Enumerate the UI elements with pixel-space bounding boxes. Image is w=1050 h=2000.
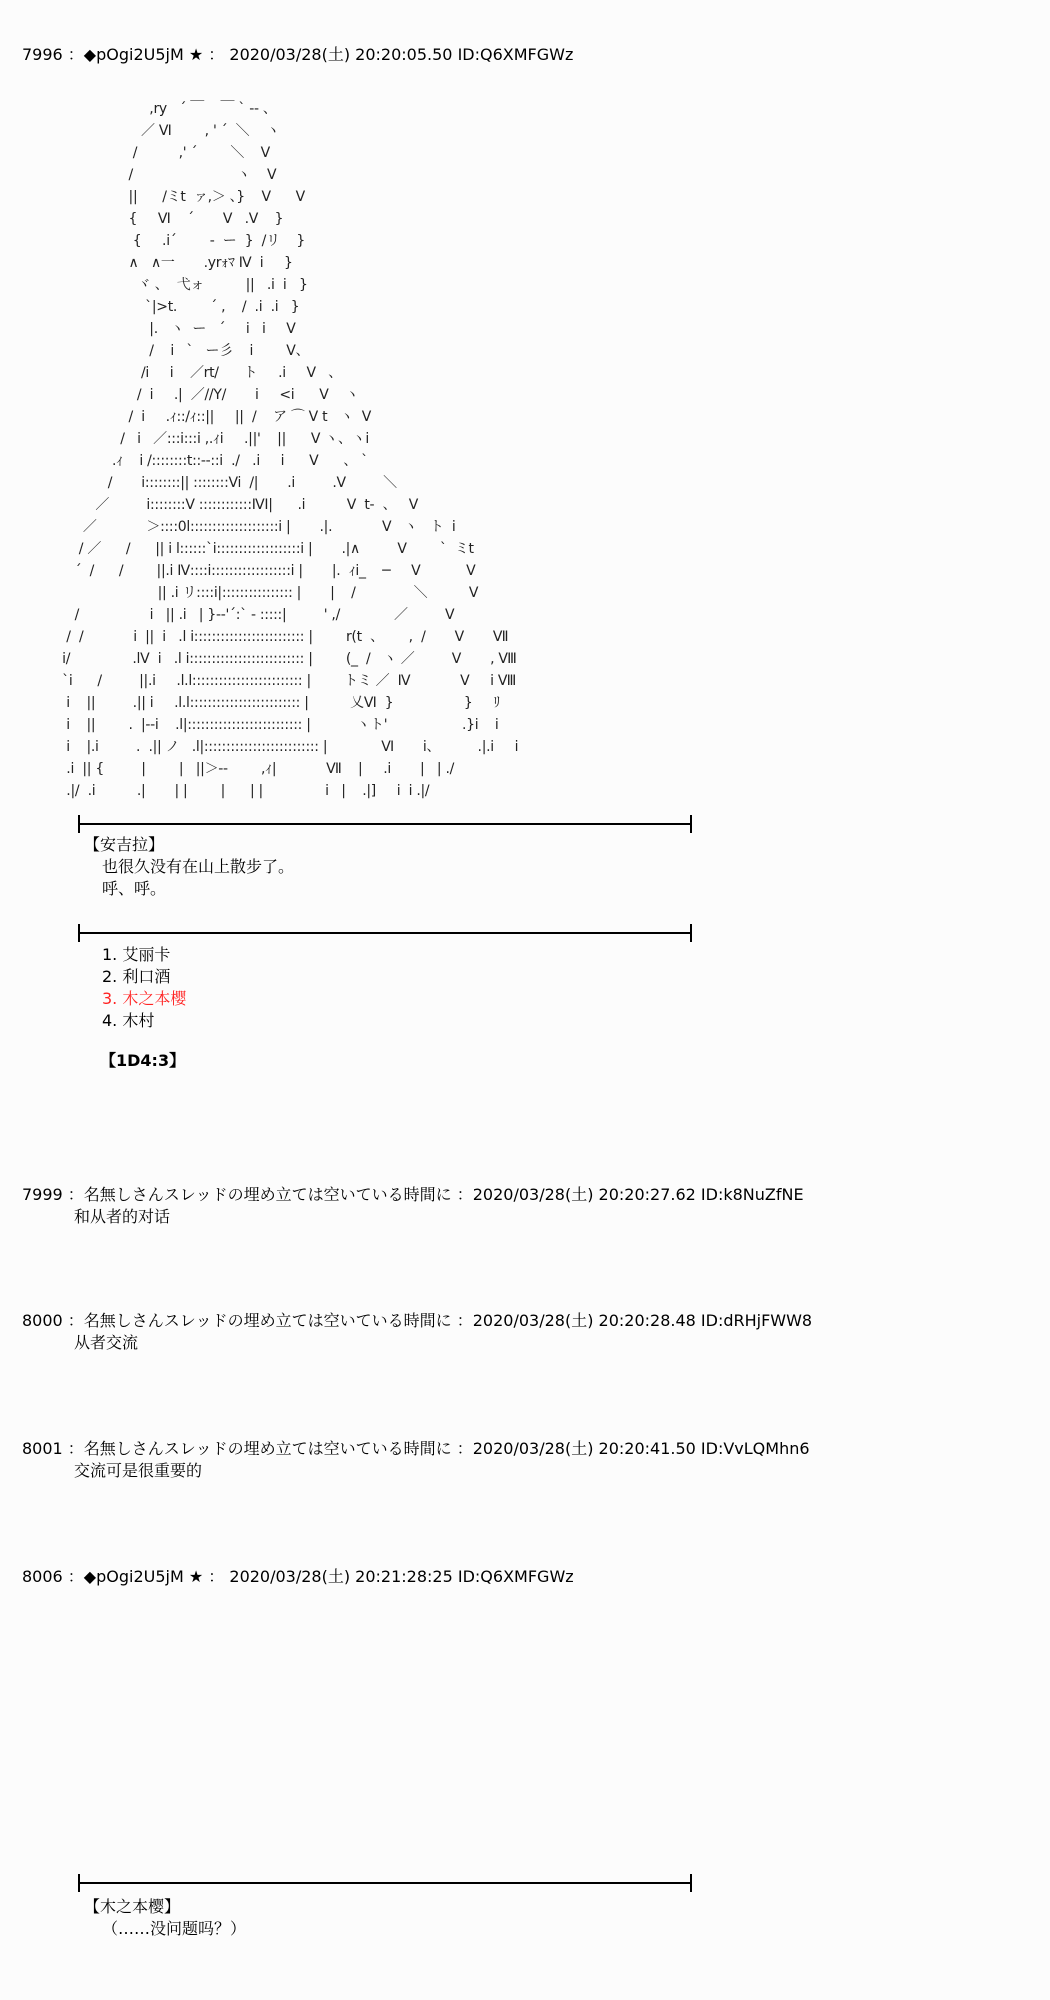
divider <box>78 932 692 934</box>
post-8000 <box>22 1310 1032 1354</box>
post-header: 7996 ：◆pOgi2U5jM ★ ： 2020/03/28(土) 20:20:05.50 ID:Q6XMFGWz <box>22 45 574 64</box>
post-7996 <box>22 44 1032 66</box>
choice-item-selected: 3. 木之本樱 <box>102 989 187 1008</box>
post-header: 7999 ：名無しさんスレッドの埋め立ては空いている時間に ：2020/03/28(土) 20:20:27.62 ID:k8NuZfNE <box>22 1185 804 1204</box>
post-body: 和从者的对话 <box>74 1207 171 1226</box>
post-8001 <box>22 1438 1032 1482</box>
post-body: 交流可是很重要的 <box>74 1461 203 1480</box>
choice-item: 1. 艾丽卡 <box>102 945 171 964</box>
post-8006 <box>22 1566 1032 1588</box>
dialogue-line: 也很久没有在山上散步了。 <box>102 857 295 876</box>
dice-result: 【1D4:3】 <box>100 1051 186 1070</box>
speaker-label: 【木之本樱】 <box>84 1897 181 1916</box>
dialogue-block <box>84 834 294 900</box>
post-header: 8001 ：名無しさんスレッドの埋め立ては空いている時間に ：2020/03/28(土) 20:20:41.50 ID:VvLQMhn6 <box>22 1439 810 1458</box>
dialogue-line: 呼、呼。 <box>102 879 167 898</box>
dialogue-line: （……没问题吗？） <box>102 1919 247 1938</box>
ascii-art: ,ry ´ ￣ ￣ ` ‐- 、 ／ Ⅵ , ' ´ ＼ ヽ / ,' ´ ＼ V / ヽ V || /ミt ァ,＞ 、} V V { Ⅵ ´ V .V } { .i´ - ー } /リ } ∧ ∧一 .yrｫﾏ Ⅳ i } ヾ 、 弋ォ || .i i } `|>t. ´ , / .i .i } |. ヽ ー ´ i i V / i ` ー彡 i V、 /i i ／rt/ ト .i V 、 / i .| ／//Y/ i <i V ヽ / i .ｨ::/ｨ::|| || / ア ⌒ V t ヽ V / i ／:::i:::i ,.ｨi .||' || V ヽ、ヽi .ｨ i /::::::::t::‐‐::i ./ .i i V 、 ` / i::::::::|| ::::::::Vi /| .i .V ＼ ／ i::::::::V ::::::::::::ⅣI| .i V t‐ 、 V ／ ＞::::0l::::::::::::::::::::i | .|. V ヽ ト i / ／ / || i l::::::`i:::::::::::::::::::i | .|∧ V ` ミt ´ / / ||.i Ⅳ::::i::::::::::::::::::i | |. ｨi_ ─ V V || .i リ::::i|:::::::::::::::: | | / ＼ V / i || .i | }‐‐'´:` ‐ :::::| ' ,/ ／ V / / i || i .l i::::::::::::::::::::::::: | r(t 、 , / V Ⅶ i/ .lV i .l i:::::::::::::::::::::::::: | (_ / ヽ ／ V , Ⅷ `i / ||.i .l.l::::::::::::::::::::::::: | トミ ／ Ⅳ V i Ⅷ i || .|| i .l.l::::::::::::::::::::::::: | 乂Ⅵ } } ﾘ i || . |‐-i .l|:::::::::::::::::::::::::: | ヽト' .}i i i |.i . .|| ノ .l|:::::::::::::::::::::::::: | Ⅵ i、 .|.i i .i || { | | ||＞‐‐ ,ｨ| Ⅶ | .i | | ./ .|/ .i .| | | | | | i | .|] i i .|/ <box>62 101 519 799</box>
post-7999 <box>22 1184 1032 1228</box>
post-header: 8000 ：名無しさんスレッドの埋め立ては空いている時間に ：2020/03/28(土) 20:20:28.48 ID:dRHjFWW8 <box>22 1311 813 1330</box>
dialogue-block <box>84 1896 246 1940</box>
speaker-label: 【安吉拉】 <box>84 835 165 854</box>
choice-item: 4. 木村 <box>102 1011 155 1030</box>
choice-list <box>102 944 186 1032</box>
post-header: 8006 ：◆pOgi2U5jM ★ ： 2020/03/28(土) 20:21:28:25 ID:Q6XMFGWz <box>22 1567 574 1586</box>
post-body: 从者交流 <box>74 1333 139 1352</box>
divider <box>78 823 692 825</box>
divider <box>78 1882 692 1884</box>
choice-item: 2. 利口酒 <box>102 967 171 986</box>
